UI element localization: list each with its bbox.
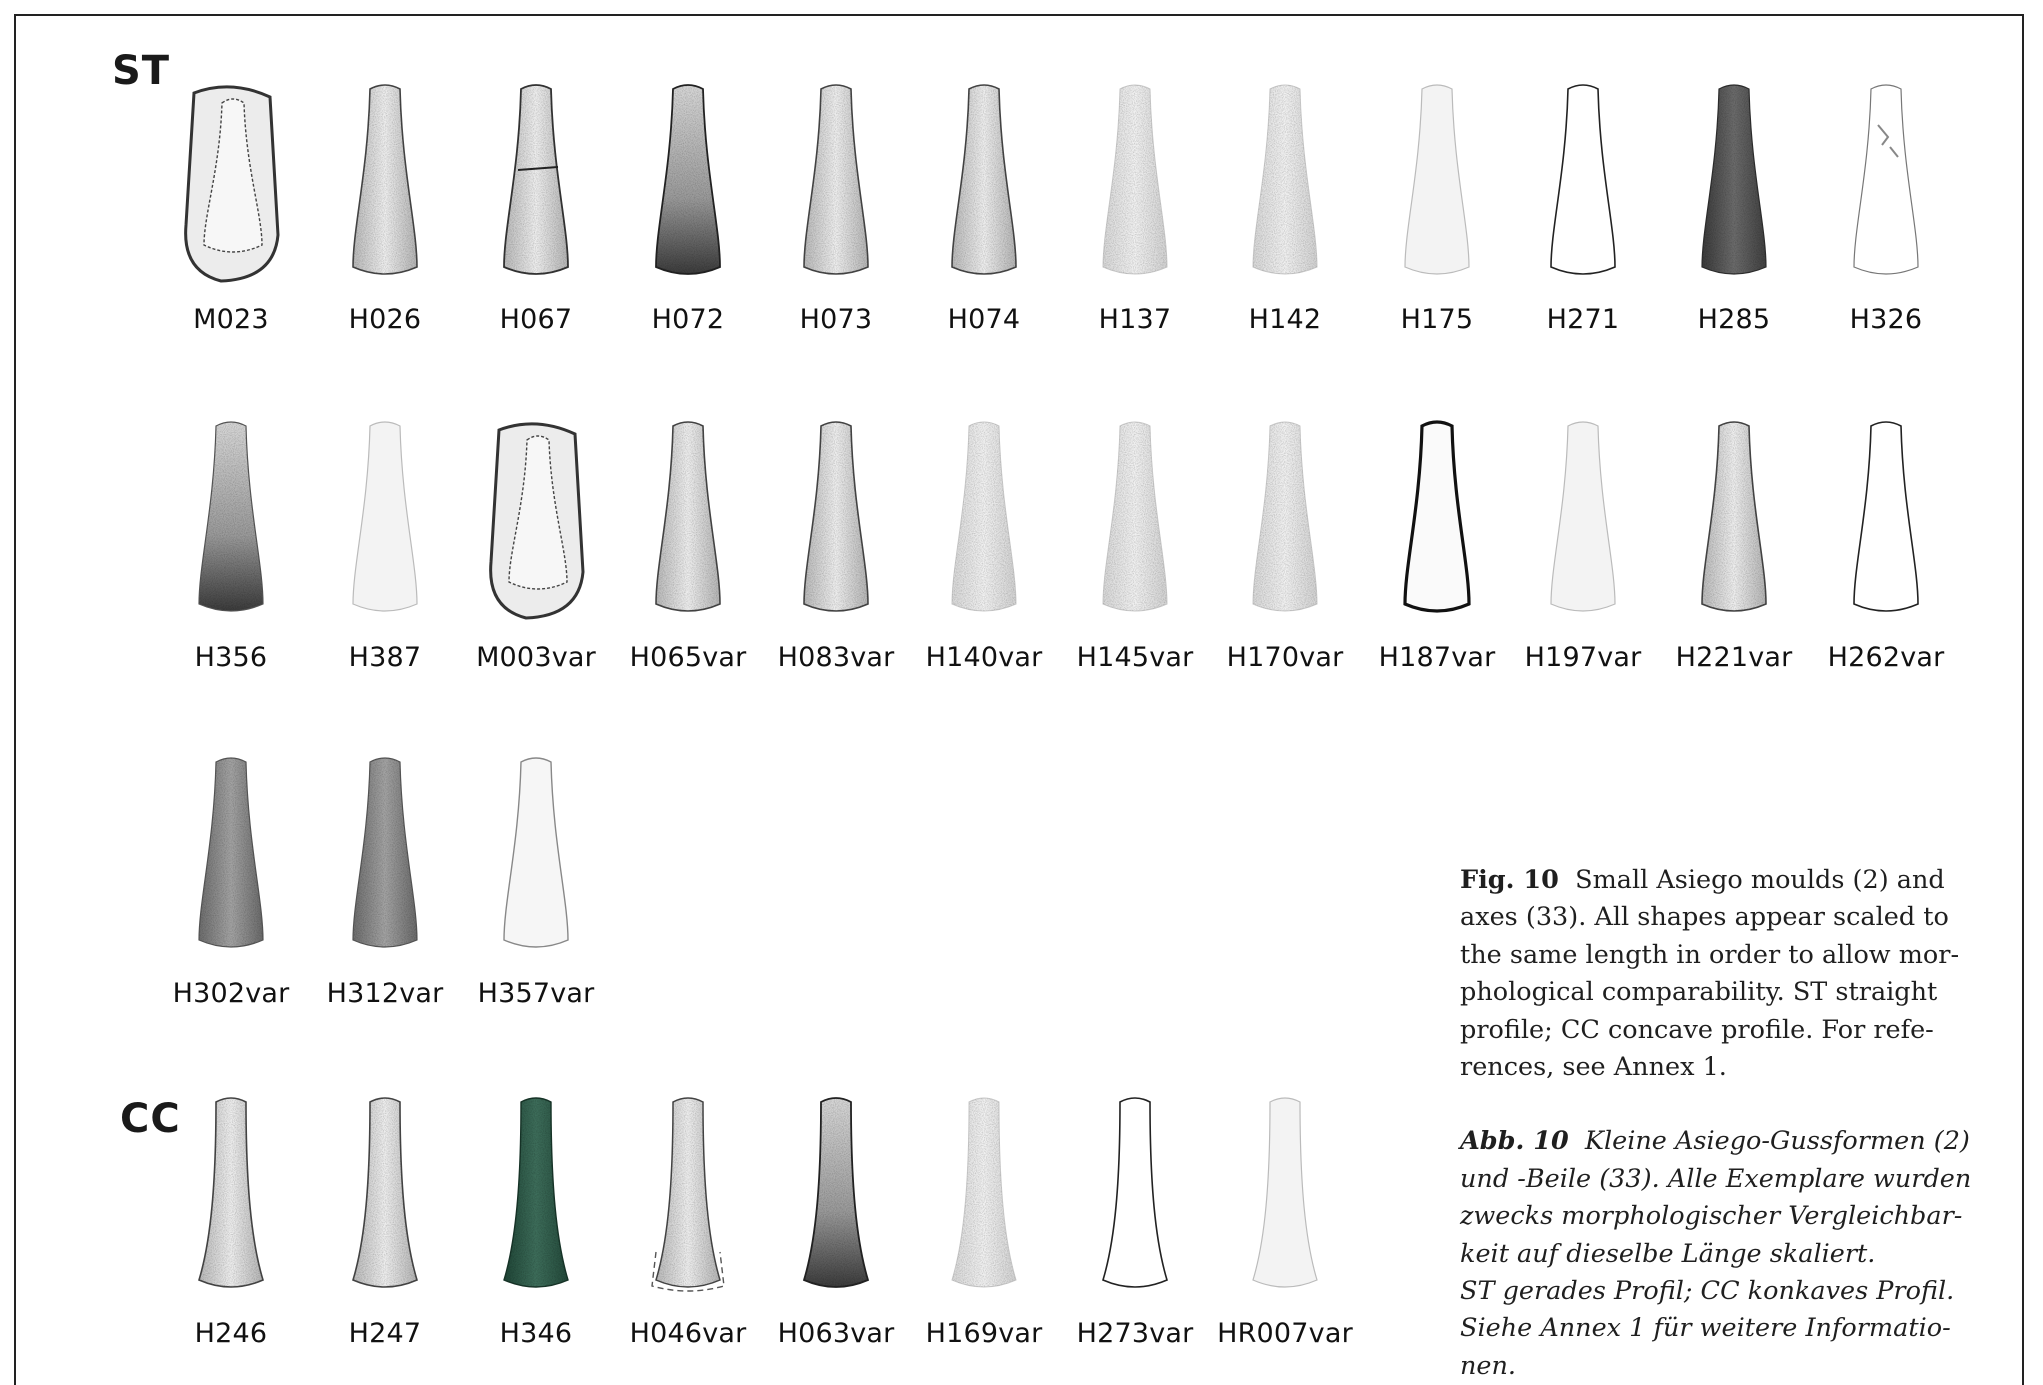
axe-label: H346 bbox=[499, 1318, 573, 1349]
axe-label: H046var bbox=[629, 1318, 747, 1349]
axe-label: H197var bbox=[1524, 642, 1642, 673]
axe-label: H246 bbox=[194, 1318, 268, 1349]
axe-h170var bbox=[1253, 422, 1317, 611]
axe-h357var bbox=[504, 758, 568, 947]
figure-caption bbox=[1460, 862, 1980, 1385]
axe-body bbox=[1405, 85, 1469, 274]
caption-de-figure-number: Abb. 10 bbox=[1460, 1126, 1569, 1157]
axe-label: H285 bbox=[1697, 304, 1771, 335]
axe-label: H262var bbox=[1827, 642, 1945, 673]
axe-h356 bbox=[199, 422, 263, 611]
caption-de-line: Siehe Annex 1 für weitere Informatio- bbox=[1460, 1313, 1951, 1344]
axe-h326 bbox=[1854, 85, 1918, 274]
caption-en-line: phological comparability. ST straight bbox=[1460, 977, 1938, 1008]
axe-label: H271 bbox=[1546, 304, 1620, 335]
axe-h273var bbox=[1103, 1098, 1167, 1287]
caption-english bbox=[1460, 862, 1980, 1086]
axe-texture bbox=[504, 1098, 568, 1287]
axe-h046var bbox=[652, 1098, 724, 1291]
axe-label: H137 bbox=[1098, 304, 1172, 335]
axe-m023 bbox=[186, 87, 278, 281]
axe-m003var bbox=[491, 424, 583, 618]
group-label-st: ST bbox=[112, 48, 171, 94]
axe-h065var bbox=[656, 422, 720, 611]
caption-en-line: axes (33). All shapes appear scaled to bbox=[1460, 902, 1949, 933]
axe-h246 bbox=[199, 1098, 263, 1287]
axe-label: H063var bbox=[777, 1318, 895, 1349]
axe-hr007var bbox=[1253, 1098, 1317, 1287]
axe-h072 bbox=[656, 85, 720, 274]
axe-h285 bbox=[1702, 85, 1766, 274]
axe-label: H074 bbox=[947, 304, 1021, 335]
caption-de-line: nen. bbox=[1460, 1350, 1517, 1381]
axe-h026 bbox=[353, 85, 417, 274]
caption-en-line: rences, see Annex 1. bbox=[1460, 1052, 1727, 1083]
axe-h067 bbox=[504, 85, 568, 274]
axe-h073 bbox=[804, 85, 868, 274]
axe-label: H145var bbox=[1076, 642, 1194, 673]
axe-texture bbox=[804, 1098, 868, 1287]
axe-body bbox=[353, 422, 417, 611]
group-label-cc: CC bbox=[120, 1096, 181, 1142]
axe-h142 bbox=[1253, 85, 1317, 274]
axe-label: H142 bbox=[1248, 304, 1322, 335]
caption-de-line: und -Beile (33). Alle Exemplare wurden bbox=[1460, 1163, 1972, 1194]
axe-label: M003var bbox=[476, 642, 596, 673]
axe-label: H067 bbox=[499, 304, 573, 335]
axe-h137 bbox=[1103, 85, 1167, 274]
axe-h346 bbox=[504, 1098, 568, 1287]
axe-h387 bbox=[353, 422, 417, 611]
axe-label: H357var bbox=[477, 978, 595, 1009]
axe-label: H072 bbox=[651, 304, 725, 335]
axe-texture bbox=[656, 1098, 720, 1287]
axe-h140var bbox=[952, 422, 1016, 611]
caption-de-line: keit auf dieselbe Länge skaliert. bbox=[1460, 1238, 1876, 1269]
axe-body bbox=[1253, 1098, 1317, 1287]
axe-label: H083var bbox=[777, 642, 895, 673]
caption-german bbox=[1460, 1123, 1980, 1385]
caption-en-line: Small Asiego moulds (2) and bbox=[1575, 865, 1945, 895]
axe-label: HR007var bbox=[1217, 1318, 1353, 1349]
axe-label: H312var bbox=[326, 978, 444, 1009]
axe-h271 bbox=[1551, 85, 1615, 274]
axe-h083var bbox=[804, 422, 868, 611]
axe-body bbox=[1854, 85, 1918, 274]
axe-h063var bbox=[804, 1098, 868, 1287]
axe-texture bbox=[952, 1098, 1016, 1287]
axe-label: H302var bbox=[172, 978, 290, 1009]
axe-h221var bbox=[1702, 422, 1766, 611]
axe-label: H026 bbox=[348, 304, 422, 335]
axe-h145var bbox=[1103, 422, 1167, 611]
caption-de-line: ST gerades Profil; CC konkaves Profil. bbox=[1460, 1276, 1955, 1307]
axe-label: H221var bbox=[1675, 642, 1793, 673]
axe-label: H175 bbox=[1400, 304, 1474, 335]
axe-h262var bbox=[1854, 422, 1918, 611]
axe-label: H247 bbox=[348, 1318, 422, 1349]
axe-label: H273var bbox=[1076, 1318, 1194, 1349]
axe-h169var bbox=[952, 1098, 1016, 1287]
axe-label: H065var bbox=[629, 642, 747, 673]
caption-en-line: profile; CC concave profile. For refe- bbox=[1460, 1014, 1934, 1045]
caption-de-line: zwecks morphologischer Vergleichbar- bbox=[1460, 1201, 1963, 1232]
axe-texture bbox=[199, 1098, 263, 1287]
axe-label: H073 bbox=[799, 304, 873, 335]
axe-h187var bbox=[1405, 422, 1469, 611]
caption-en-line: the same length in order to allow mor- bbox=[1460, 939, 1960, 970]
axe-h302var bbox=[199, 758, 263, 947]
axe-h074 bbox=[952, 85, 1016, 274]
axe-label: M023 bbox=[193, 304, 269, 335]
axe-label: H170var bbox=[1226, 642, 1344, 673]
axe-label: H169var bbox=[925, 1318, 1043, 1349]
axe-body bbox=[1551, 422, 1615, 611]
axe-h247 bbox=[353, 1098, 417, 1287]
axe-h175 bbox=[1405, 85, 1469, 274]
axe-body bbox=[1854, 422, 1918, 611]
axe-label: H140var bbox=[925, 642, 1043, 673]
axe-texture bbox=[353, 1098, 417, 1287]
axe-label: H326 bbox=[1849, 304, 1923, 335]
caption-en-figure-number: Fig. 10 bbox=[1460, 865, 1559, 895]
axe-h312var bbox=[353, 758, 417, 947]
axe-label: H187var bbox=[1378, 642, 1496, 673]
axe-label: H356 bbox=[194, 642, 268, 673]
axe-h197var bbox=[1551, 422, 1615, 611]
caption-de-line: Kleine Asiego-Gussformen (2) bbox=[1584, 1126, 1970, 1157]
axe-body bbox=[1551, 85, 1615, 274]
axe-body bbox=[1405, 422, 1469, 611]
axe-label: H387 bbox=[348, 642, 422, 673]
axe-body bbox=[504, 758, 568, 947]
axe-body bbox=[1103, 1098, 1167, 1287]
